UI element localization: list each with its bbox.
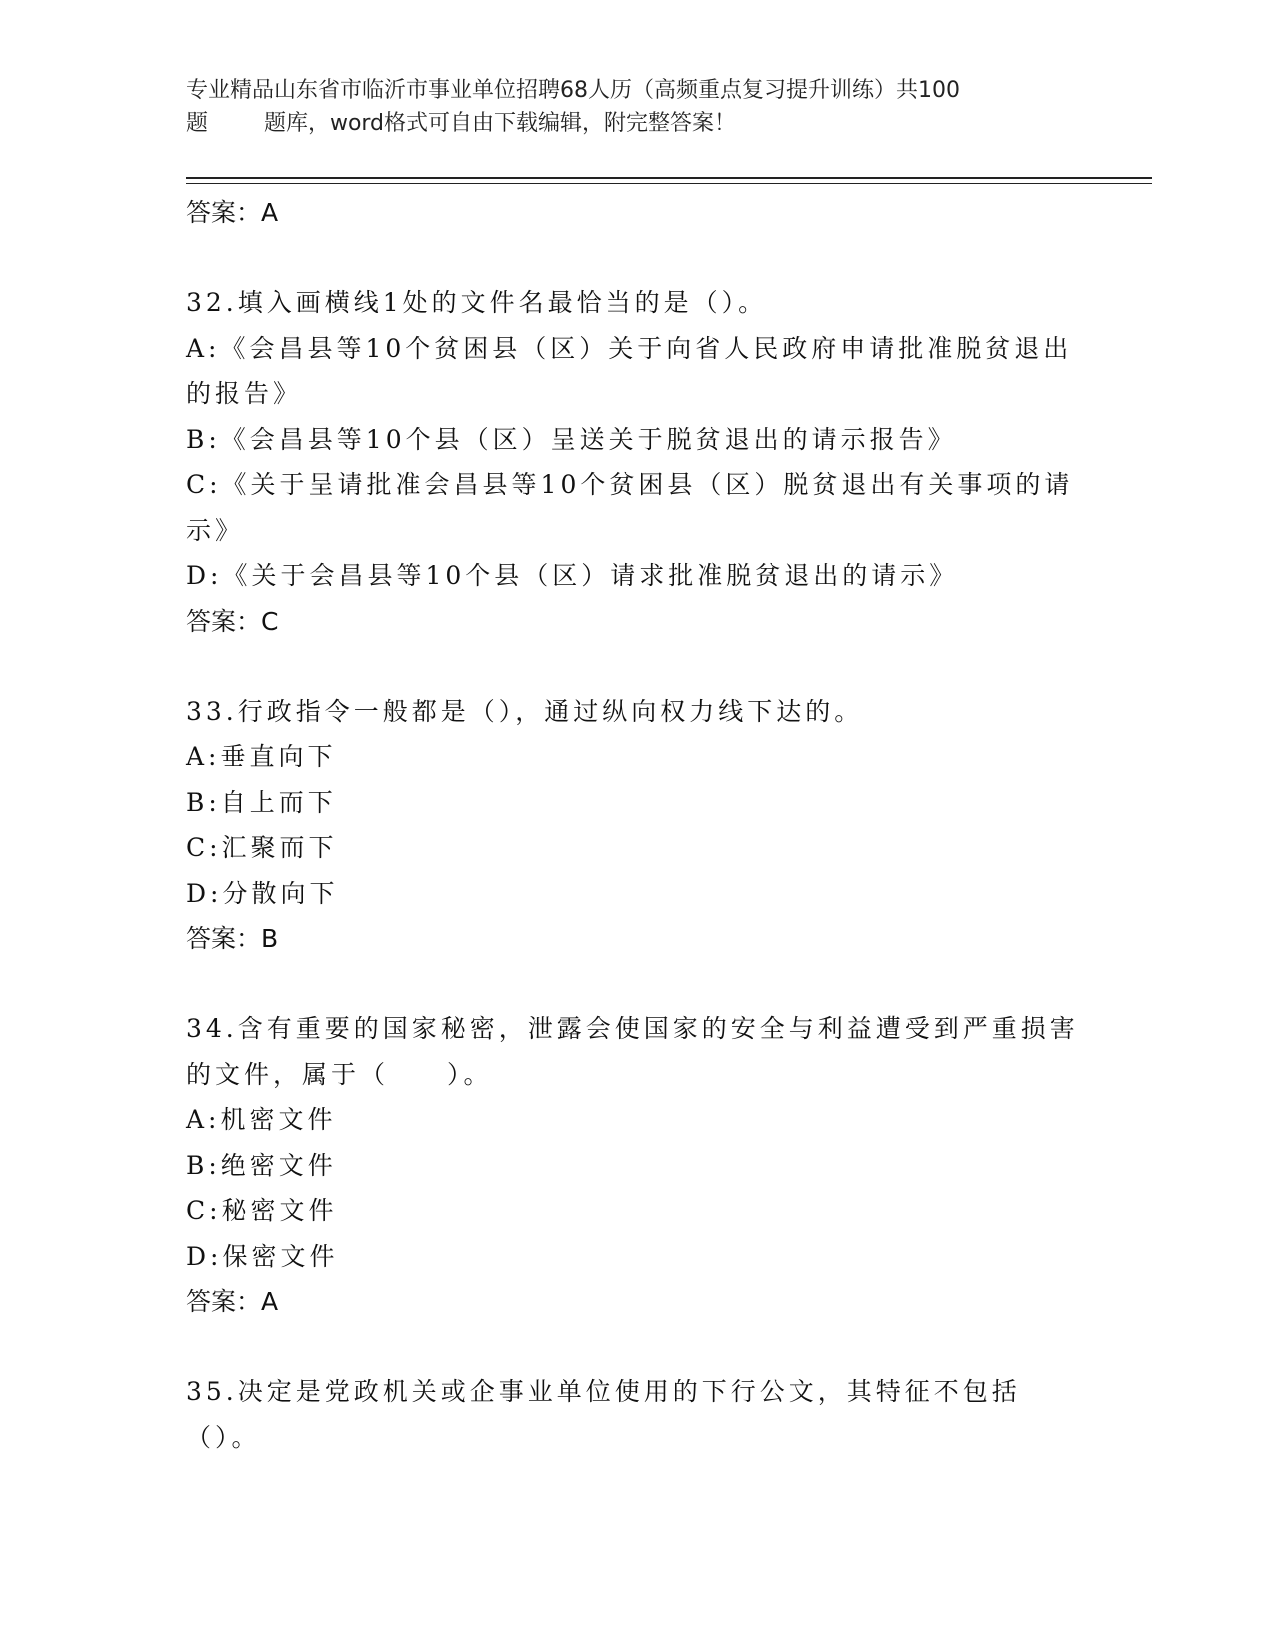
option-d: D:分散向下 xyxy=(186,878,339,908)
question-text: 32.填入画横线1处的文件名最恰当的是（）。 xyxy=(186,288,768,317)
question-block xyxy=(186,1006,1086,1324)
question-text: 34.含有重要的国家秘密，泄露会使国家的安全与利益遭受到严重损害的文件，属于（ ）。 xyxy=(186,1014,1079,1089)
header-title-line2: 题 题库，word格式可自由下载编辑，附完整答案！ xyxy=(186,111,737,136)
question-block xyxy=(186,689,1086,962)
option-a: A:垂直向下 xyxy=(186,742,337,771)
answer-label: 答案：B xyxy=(186,924,279,953)
header-title-line1: 专业精品山东省市临沂市事业单位招聘68人历（高频重点复习提升训练）共100 xyxy=(186,78,960,103)
option-b: B:绝密文件 xyxy=(186,1150,337,1180)
option-a: A:《会昌县等10个贫困县（区）关于向省人民政府申请批准脱贫退出的报告》 xyxy=(186,333,1073,408)
question-block xyxy=(186,280,1086,644)
answer-label: 答案：C xyxy=(186,606,279,636)
header-divider-thick xyxy=(186,177,1152,179)
option-b: B:自上而下 xyxy=(186,787,337,817)
header-divider-thin xyxy=(186,183,1152,184)
document-body xyxy=(186,190,1086,1460)
option-c: C:秘密文件 xyxy=(186,1196,338,1225)
question-text: 33.行政指令一般都是（），通过纵向权力线下达的。 xyxy=(186,696,864,726)
option-c: C:《关于呈请批准会昌县等10个贫困县（区）脱贫退出有关事项的请示》 xyxy=(186,470,1074,545)
option-b: B:《会昌县等10个县（区）呈送关于脱贫退出的请示报告》 xyxy=(186,424,957,454)
question-text: 35.决定是党政机关或企事业单位使用的下行公文，其特征不包括（）。 xyxy=(186,1377,1021,1452)
option-c: C:汇聚而下 xyxy=(186,833,338,862)
question-block xyxy=(186,1369,1086,1460)
option-a: A:机密文件 xyxy=(186,1105,337,1134)
answer-label: 答案：A xyxy=(186,1287,279,1316)
document-header xyxy=(186,74,1066,140)
option-d: D:《关于会昌县等10个县（区）请求批准脱贫退出的请示》 xyxy=(186,561,959,590)
answer-label: 答案：A xyxy=(186,198,279,227)
option-d: D:保密文件 xyxy=(186,1241,339,1271)
